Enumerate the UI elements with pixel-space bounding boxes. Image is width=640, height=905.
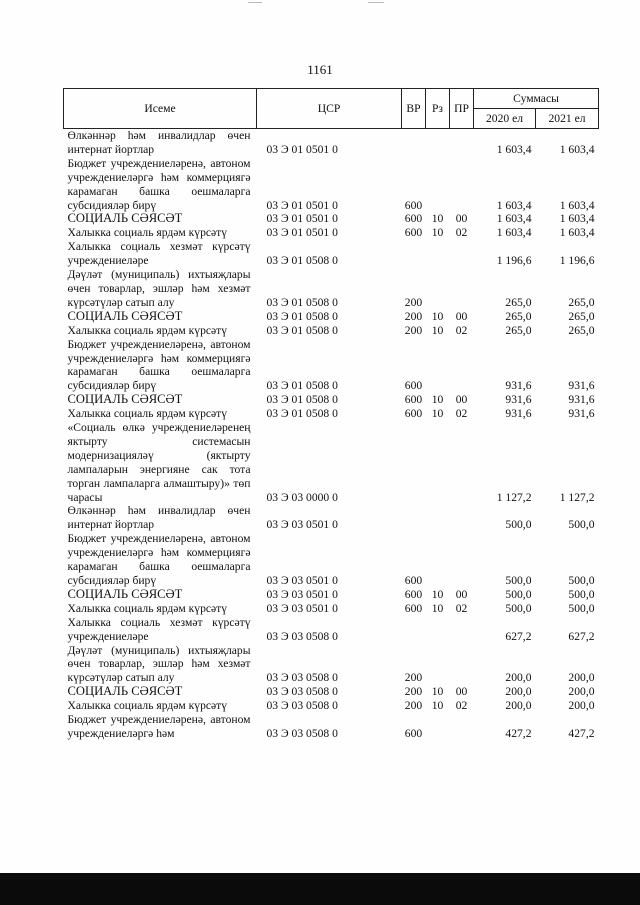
- row-csr: 03 Э 03 0508 0: [266, 726, 338, 740]
- scan-bottom-edge: [0, 873, 640, 905]
- table-row: [64, 268, 599, 310]
- row-vr: [402, 504, 426, 532]
- table-row: [64, 338, 599, 394]
- row-name: СОЦИАЛЬ СӘЯСӘТ: [67, 308, 183, 323]
- row-amount-2020: 200,0: [505, 699, 532, 713]
- row-rz: 10: [431, 212, 444, 226]
- row-pr: [450, 338, 474, 394]
- row-vr: 600: [404, 198, 423, 212]
- row-amount-2021: 200,0: [568, 699, 595, 713]
- row-amount-2021: 1 603,4: [559, 142, 595, 156]
- row-rz: [426, 713, 450, 741]
- row-vr: 200: [404, 295, 423, 309]
- row-amount-2020: 265,0: [505, 323, 532, 337]
- budget-table: [63, 88, 599, 741]
- row-vr: [402, 240, 426, 268]
- row-vr: [402, 616, 426, 644]
- table-row: [64, 324, 599, 338]
- table-row: [64, 532, 599, 588]
- row-rz: 10: [431, 226, 444, 240]
- row-name: «Социаль өлкә учреждениеләренең яктырту системасын модернизацияләү (яктырту лампаларын энергияне сак тота торган лампаларга алмаштыру)» төп чарасы: [67, 421, 251, 504]
- row-amount-2021: 1 603,4: [559, 212, 595, 226]
- row-csr: 03 Э 03 0000 0: [266, 490, 338, 504]
- row-csr: 03 Э 01 0508 0: [266, 254, 338, 268]
- row-pr: [450, 532, 474, 588]
- row-amount-2020: 1 603,4: [496, 198, 532, 212]
- row-amount-2020: 200,0: [505, 671, 532, 685]
- table-row: [64, 421, 599, 504]
- table-row: [64, 644, 599, 686]
- row-name: СОЦИАЛЬ СӘЯСӘТ: [67, 684, 183, 699]
- row-rz: [426, 157, 450, 213]
- header-2021: 2021 ел: [536, 109, 599, 129]
- row-rz: 10: [431, 393, 444, 407]
- table-row: [64, 699, 599, 713]
- row-csr: 03 Э 03 0508 0: [266, 699, 338, 713]
- row-amount-2021: 200,0: [568, 685, 595, 699]
- row-rz: 10: [431, 685, 444, 699]
- row-amount-2020: 931,6: [505, 379, 532, 393]
- row-amount-2020: 627,2: [505, 629, 532, 643]
- row-amount-2021: 1 196,6: [559, 254, 595, 268]
- row-rz: [426, 268, 450, 310]
- row-name: СОЦИАЛЬ СӘЯСӘТ: [67, 586, 183, 601]
- row-pr: 00: [455, 212, 468, 226]
- row-pr: 02: [455, 407, 468, 421]
- row-pr: 00: [455, 587, 468, 601]
- row-amount-2021: 931,6: [568, 379, 595, 393]
- row-rz: 10: [431, 587, 444, 601]
- row-pr: 02: [455, 699, 468, 713]
- row-amount-2021: 500,0: [568, 601, 595, 615]
- row-name: Өлкәннәр һәм инвалидлар өчен интернат йортлар: [67, 504, 251, 532]
- row-rz: 10: [431, 407, 444, 421]
- table-row: [64, 393, 599, 407]
- row-vr: 600: [404, 393, 423, 407]
- row-name: Халыкка социаль ярдәм күрсәтү: [67, 323, 228, 337]
- row-amount-2020: 931,6: [505, 407, 532, 421]
- row-vr: 200: [404, 323, 423, 337]
- row-csr: 03 Э 01 0508 0: [266, 295, 338, 309]
- row-vr: 200: [404, 699, 423, 713]
- row-name: СОЦИАЛЬ СӘЯСӘТ: [67, 392, 183, 407]
- row-name: Халыкка социаль ярдәм күрсәтү: [67, 699, 228, 713]
- row-rz: [426, 504, 450, 532]
- table-row: [64, 240, 599, 268]
- row-pr: 02: [455, 601, 468, 615]
- row-amount-2020: 1 196,6: [496, 254, 532, 268]
- row-vr: [402, 129, 426, 157]
- row-amount-2020: 500,0: [505, 601, 532, 615]
- row-csr: 03 Э 01 0501 0: [266, 142, 338, 156]
- row-name: Халыкка социаль хезмәт күрсәтү учреждениеләре: [67, 240, 251, 268]
- row-amount-2021: 265,0: [568, 309, 595, 323]
- table-row: [64, 685, 599, 699]
- table-body: [64, 129, 599, 741]
- page-number: 1161: [307, 62, 333, 77]
- row-pr: [450, 713, 474, 741]
- row-amount-2021: 1 127,2: [559, 490, 595, 504]
- header-pr: ПР: [450, 89, 474, 129]
- row-vr: 600: [404, 407, 423, 421]
- row-rz: 10: [431, 699, 444, 713]
- table-row: [64, 588, 599, 602]
- row-amount-2020: 1 603,4: [496, 212, 532, 226]
- table-row: [64, 226, 599, 240]
- row-csr: 03 Э 01 0508 0: [266, 323, 338, 337]
- table-row: [64, 129, 599, 157]
- header-rz: Рз: [426, 89, 450, 129]
- row-name: Дәүләт (муниципаль) ихтыяҗлары өчен товарлар, эшләр һәм хезмәт күрсәтүләр сатып алу: [67, 643, 251, 685]
- row-name: Дәүләт (муниципаль) ихтыяҗлары өчен товарлар, эшләр һәм хезмәт күрсәтүләр сатып алу: [67, 268, 251, 309]
- row-pr: 00: [455, 685, 468, 699]
- row-amount-2020: 1 603,4: [496, 142, 532, 156]
- row-csr: 03 Э 01 0501 0: [266, 226, 338, 240]
- header-csr: ЦСР: [257, 89, 402, 129]
- table-row: [64, 407, 599, 421]
- row-vr: 600: [404, 379, 423, 393]
- row-csr: 03 Э 01 0508 0: [266, 407, 338, 421]
- row-amount-2021: 265,0: [568, 295, 595, 309]
- row-pr: 02: [455, 226, 468, 240]
- row-csr: 03 Э 03 0501 0: [266, 518, 338, 532]
- row-vr: 200: [404, 671, 423, 685]
- header-vr: ВР: [402, 89, 426, 129]
- row-rz: [426, 616, 450, 644]
- row-pr: 00: [455, 393, 468, 407]
- row-rz: 10: [431, 323, 444, 337]
- row-vr: 200: [404, 685, 423, 699]
- row-rz: [426, 532, 450, 588]
- row-amount-2020: 1 603,4: [496, 226, 532, 240]
- row-csr: 03 Э 03 0501 0: [266, 601, 338, 615]
- row-name: Бюджет учреждениеләренә, автоном учреждениеләргә һәм: [67, 713, 251, 740]
- row-rz: 10: [431, 309, 444, 323]
- row-name: Халыкка социаль ярдәм күрсәтү: [67, 226, 228, 240]
- table-row: [64, 212, 599, 226]
- row-vr: 600: [404, 587, 423, 601]
- row-rz: [426, 421, 450, 504]
- row-rz: [426, 644, 450, 686]
- scan-artifact: [368, 2, 384, 3]
- row-amount-2020: 931,6: [505, 393, 532, 407]
- row-pr: [450, 644, 474, 686]
- row-vr: [402, 421, 426, 504]
- row-amount-2021: 1 603,4: [559, 198, 595, 212]
- table-row: [64, 713, 599, 741]
- row-csr: 03 Э 03 0508 0: [266, 685, 338, 699]
- row-vr: 600: [404, 226, 423, 240]
- table-row: [64, 157, 599, 213]
- row-amount-2021: 200,0: [568, 671, 595, 685]
- row-pr: [450, 616, 474, 644]
- table-row: [64, 310, 599, 324]
- row-vr: 200: [404, 309, 423, 323]
- row-csr: 03 Э 01 0508 0: [266, 379, 338, 393]
- row-csr: 03 Э 03 0501 0: [266, 574, 338, 587]
- row-csr: 03 Э 01 0508 0: [266, 309, 338, 323]
- row-pr: 00: [455, 309, 468, 323]
- header-sums: Суммасы: [474, 89, 599, 109]
- row-amount-2021: 427,2: [568, 726, 595, 740]
- row-csr: 03 Э 03 0508 0: [266, 629, 338, 643]
- row-name: Бюджет учреждениеләренә, автоном учреждениеләргә һәм коммерциягә карамаган башка оешмаларга субсидияләр бирү: [67, 337, 251, 393]
- row-name: Халыкка социаль ярдәм күрсәтү: [67, 601, 228, 615]
- row-rz: [426, 240, 450, 268]
- row-vr: 600: [404, 726, 423, 740]
- row-csr: 03 Э 01 0508 0: [266, 393, 338, 407]
- row-amount-2020: 1 127,2: [496, 490, 532, 504]
- row-pr: [450, 129, 474, 157]
- row-amount-2021: 931,6: [568, 407, 595, 421]
- row-csr: 03 Э 03 0501 0: [266, 587, 338, 601]
- row-amount-2021: 500,0: [568, 587, 595, 601]
- row-amount-2020: 265,0: [505, 309, 532, 323]
- row-csr: 03 Э 03 0508 0: [266, 671, 338, 685]
- row-pr: 02: [455, 323, 468, 337]
- row-pr: [450, 268, 474, 310]
- header-2020: 2020 ел: [474, 109, 536, 129]
- row-amount-2020: 500,0: [505, 518, 532, 532]
- row-pr: [450, 504, 474, 532]
- row-rz: [426, 338, 450, 394]
- row-rz: 10: [431, 601, 444, 615]
- row-csr: 03 Э 01 0501 0: [266, 198, 338, 212]
- scan-artifact: [248, 2, 262, 3]
- row-amount-2020: 500,0: [505, 587, 532, 601]
- table-row: [64, 616, 599, 644]
- table-row: [64, 602, 599, 616]
- row-pr: [450, 421, 474, 504]
- row-amount-2020: 265,0: [505, 295, 532, 309]
- table-header: [64, 89, 599, 129]
- row-pr: [450, 240, 474, 268]
- row-pr: [450, 157, 474, 213]
- row-amount-2021: 500,0: [568, 574, 595, 587]
- header-name: Исеме: [64, 89, 257, 129]
- row-amount-2020: 500,0: [505, 574, 532, 587]
- row-amount-2021: 627,2: [568, 629, 595, 643]
- row-amount-2021: 931,6: [568, 393, 595, 407]
- row-vr: 600: [404, 212, 423, 226]
- row-vr: 600: [404, 601, 423, 615]
- row-name: Халыкка социаль ярдәм күрсәтү: [67, 407, 228, 421]
- row-vr: 600: [404, 574, 423, 587]
- row-amount-2020: 427,2: [505, 726, 532, 740]
- row-name: Бюджет учреждениеләренә, автоном учреждениеләргә һәм коммерциягә карамаган башка оешмаларга субсидияләр бирү: [67, 156, 251, 212]
- table-row: [64, 504, 599, 532]
- row-csr: 03 Э 01 0501 0: [266, 212, 338, 226]
- row-name: Өлкәннәр һәм инвалидлар өчен интернат йортлар: [67, 129, 251, 156]
- row-name: Халыкка социаль хезмәт күрсәтү учреждениеләре: [67, 615, 251, 643]
- row-name: СОЦИАЛЬ СӘЯСӘТ: [67, 211, 183, 226]
- row-amount-2020: 200,0: [505, 685, 532, 699]
- row-amount-2021: 1 603,4: [559, 226, 595, 240]
- row-amount-2021: 265,0: [568, 323, 595, 337]
- row-name: Бюджет учреждениеләренә, автоном учреждениеләргә һәм коммерциягә карамаган башка оешмаларга субсидияләр бирү: [67, 532, 251, 587]
- row-rz: [426, 129, 450, 157]
- row-amount-2021: 500,0: [568, 518, 595, 532]
